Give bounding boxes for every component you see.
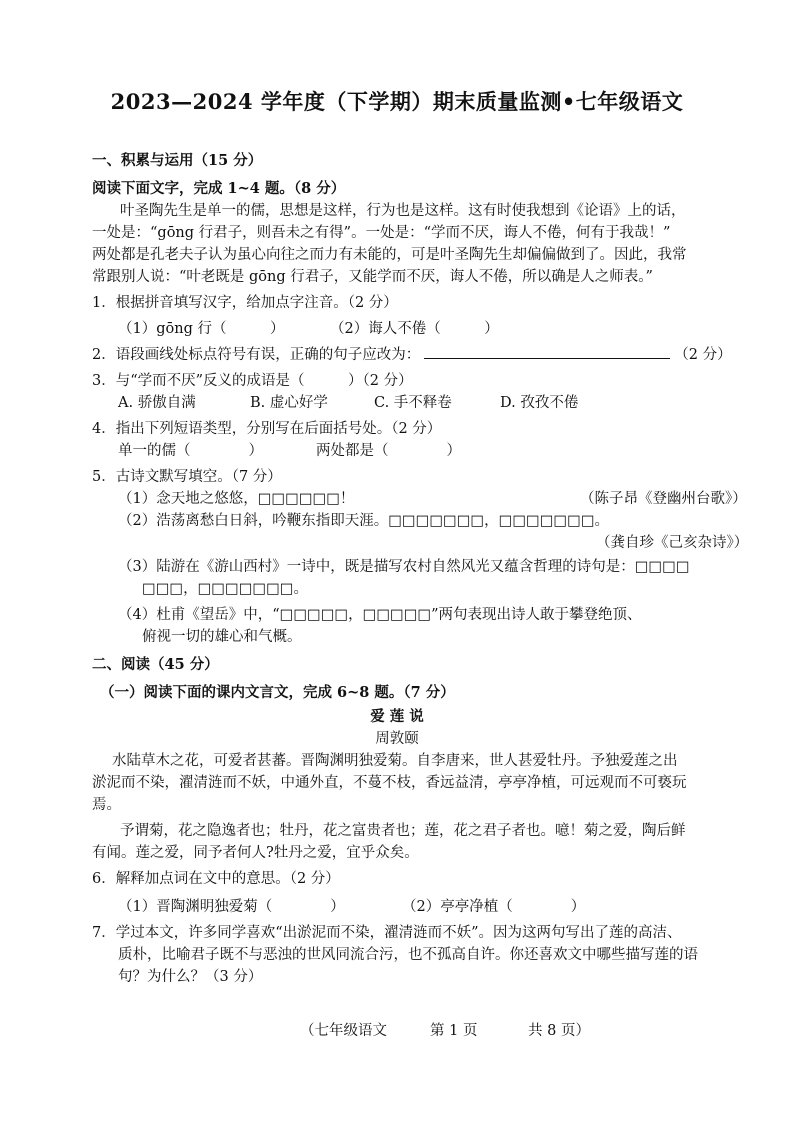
- q1-answer-a: （1）gōng 行（ ）: [118, 321, 285, 337]
- section1-heading: 一、积累与运用（15 分）: [92, 152, 263, 169]
- q2-stem: 2．语段画线处标点符号有误，正确的句子应改为：: [92, 347, 421, 363]
- q2-question: [92, 344, 732, 366]
- reading-intro: 阅读下面文字，完成 1~4 题。（8 分）: [92, 180, 346, 197]
- q7-line-2: 质朴，比喻君子既不与恶浊的世风同流合污，也不孤高自许。你还喜欢文中哪些描写莲的语: [118, 947, 698, 963]
- q6-answer-a: （1）晋陶渊明独爱菊（ ）: [118, 899, 345, 915]
- q1-answer-b: （2）诲人不倦（ ）: [330, 321, 499, 337]
- q3-option-d: D. 孜孜不倦: [500, 395, 579, 411]
- q5-line-2-source: （龚自珍《己亥杂诗》）: [596, 535, 749, 551]
- q3-option-c: C. 手不释卷: [374, 395, 452, 411]
- essay-line-1: 水陆草木之花，可爱者甚蕃。晋陶渊明独爱菊。自李唐来，世人甚爱牡丹。予独爱莲之出: [112, 753, 678, 769]
- footer-page: 第 1 页: [430, 1023, 478, 1039]
- footer-subject: （七年级语文: [300, 1023, 387, 1039]
- q6-stem: 6．解释加点词在文中的意思。（2 分）: [92, 871, 340, 887]
- q2-score: （2 分）: [674, 347, 732, 363]
- q5-line-1-source: （陈子昂《登幽州台歌》）: [580, 491, 747, 507]
- passage-line-2: 一处是：“gōng 行君子，则吾未之有得”。一处是：“学而不厌，诲人不倦，何有于我哉！”: [92, 225, 671, 241]
- footer-total: 共 8 页）: [528, 1023, 590, 1039]
- section2-sub1: （一）阅读下面的课内文言文，完成 6~8 题。（7 分）: [100, 684, 455, 701]
- exam-title: 2023—2024 学年度（下学期）期末质量监测•七年级语文: [110, 89, 684, 114]
- q5-line-2: （2）浩荡离愁白日斜，吟鞭东指即天涯。□□□□□□□，□□□□□□□。: [118, 513, 610, 529]
- q2-answer-line: [424, 344, 670, 359]
- q3-stem: 3．与“学而不厌”反义的成语是（ ）（2 分）: [92, 373, 413, 389]
- section2-heading: 二、阅读（45 分）: [92, 656, 219, 673]
- q5-stem: 5．古诗文默写填空。（7 分）: [92, 469, 282, 485]
- q3-option-b: B. 虚心好学: [250, 395, 328, 411]
- q4-stem: 4．指出下列短语类型，分别写在后面括号处。（2 分）: [92, 421, 442, 437]
- q1-stem: 1．根据拼音填写汉字，给加点字注音。（2 分）: [92, 295, 398, 311]
- essay-line-2: 淤泥而不染，濯清涟而不妖，中通外直，不蔓不枝，香远益清，亭亭净植，可远观而不可亵玩: [92, 775, 687, 791]
- q5-line-4a: （4）杜甫《望岳》中，“□□□□□，□□□□□”两句表现出诗人敢于攀登绝顶、: [118, 607, 642, 623]
- q5-line-3b: □□□，□□□□□□□。: [142, 581, 308, 597]
- essay-title: 爱 莲 说: [370, 708, 424, 725]
- q7-line-3: 句？为什么？（3 分）: [118, 969, 263, 985]
- essay-line-5: 有闻。莲之爱，同予者何人?牡丹之爱，宜乎众矣。: [92, 845, 419, 861]
- passage-line-1: 叶圣陶先生是单一的儒，思想是这样，行为也是这样。这有时使我想到《论语》上的话，: [120, 203, 686, 219]
- q3-option-a: A. 骄傲自满: [118, 395, 196, 411]
- essay-line-3: 焉。: [92, 797, 121, 813]
- q5-line-4b: 俯视一切的雄心和气概。: [142, 629, 302, 645]
- q6-answer-b: （2）亭亭净植（ ）: [402, 899, 586, 915]
- passage-line-3: 两处都是孔老夫子认为虽心向往之而力有未能的，可是叶圣陶先生却偏偏做到了。因此，我常: [92, 247, 687, 263]
- q4-answer-b: 两处都是（ ）: [316, 443, 461, 459]
- q5-line-1: （1）念天地之悠悠，□□□□□□！: [118, 491, 355, 507]
- essay-line-4: 予谓菊，花之隐逸者也；牡丹，花之富贵者也；莲，花之君子者也。噫！菊之爱，陶后鲜: [120, 823, 686, 839]
- essay-author: 周敦颐: [375, 731, 419, 747]
- q5-line-3a: （3）陆游在《游山西村》一诗中，既是描写农村自然风光又蕴含哲理的诗句是：□□□□: [118, 559, 690, 575]
- q7-line-1: 7．学过本文，许多同学喜欢“出淤泥而不染，濯清涟而不妖”。因为这两句写出了莲的高洁、: [92, 925, 682, 941]
- passage-line-4: 常跟别人说：“叶老既是 gōng 行君子，又能学而不厌，诲人不倦，所以确是人之师表。”: [92, 269, 653, 285]
- q4-answer-a: 单一的儒（ ）: [118, 443, 263, 459]
